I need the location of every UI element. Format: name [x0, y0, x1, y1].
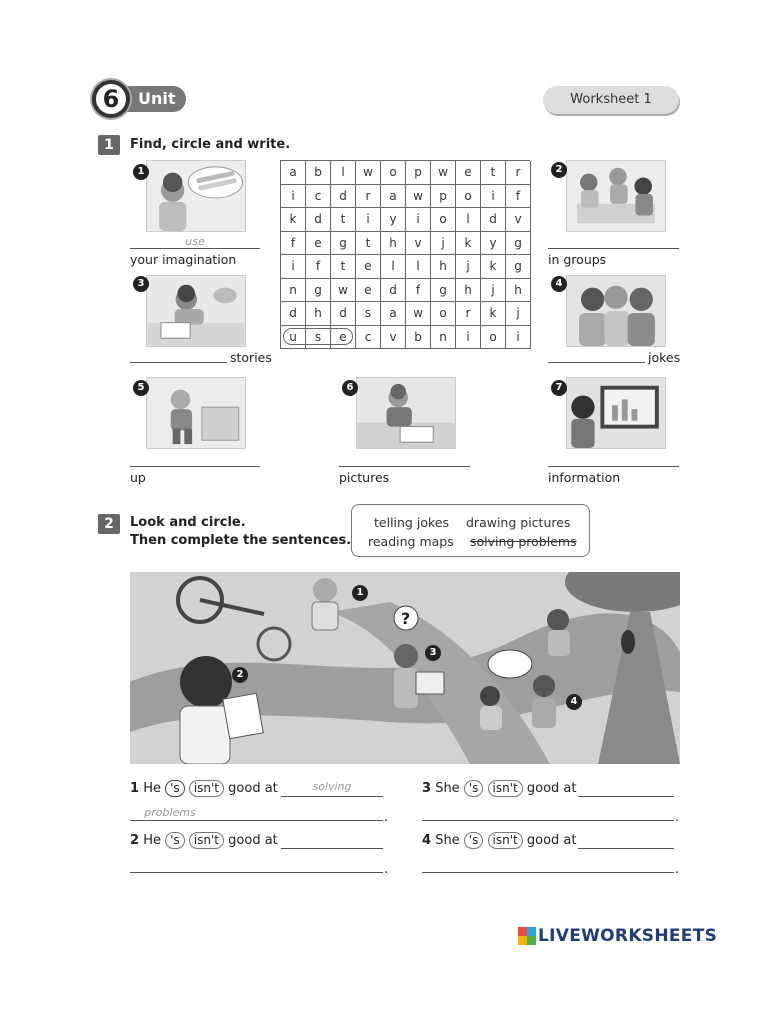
- caption: jokes: [648, 350, 681, 365]
- grid-letter[interactable]: d: [381, 279, 406, 303]
- answer-line[interactable]: [281, 796, 383, 797]
- grid-letter[interactable]: i: [356, 208, 381, 232]
- sentence-2: [130, 832, 278, 849]
- grid-letter[interactable]: h: [431, 255, 456, 279]
- grid-letter[interactable]: a: [381, 185, 406, 209]
- grid-letter[interactable]: w: [431, 161, 456, 185]
- grid-letter[interactable]: r: [356, 185, 381, 209]
- grid-letter[interactable]: l: [381, 255, 406, 279]
- answer-line[interactable]: [339, 466, 470, 467]
- sentence-number: 2: [130, 833, 140, 848]
- grid-letter[interactable]: j: [481, 279, 506, 303]
- picture-information: [566, 377, 666, 449]
- full-stop: .: [675, 810, 680, 825]
- grid-letter[interactable]: h: [506, 279, 531, 303]
- picture-number: 1: [133, 164, 149, 180]
- word-box: [351, 504, 590, 557]
- grid-letter[interactable]: a: [281, 161, 306, 185]
- grid-letter[interactable]: n: [281, 279, 306, 303]
- answer-line-2[interactable]: [422, 820, 674, 821]
- section-2-number: 2: [98, 514, 120, 534]
- answer-line[interactable]: [130, 466, 260, 467]
- grid-letter[interactable]: d: [281, 302, 306, 326]
- grid-letter[interactable]: w: [356, 161, 381, 185]
- liveworksheets-logo-icon: [518, 927, 536, 945]
- scene-label-1: 1: [352, 585, 368, 601]
- sentence-subject: He: [143, 833, 161, 848]
- answer-line[interactable]: [130, 248, 260, 249]
- option-isnt[interactable]: isn't: [488, 832, 523, 849]
- svg-text:?: ?: [401, 609, 411, 628]
- grid-letter[interactable]: v: [381, 326, 406, 350]
- sentence-tail: good at: [228, 833, 278, 848]
- answer-line[interactable]: [130, 362, 227, 363]
- sentence-number: 3: [422, 781, 432, 796]
- grid-letter[interactable]: i: [506, 326, 531, 350]
- grid-letter[interactable]: a: [381, 302, 406, 326]
- boy-drawing-illustration: [357, 378, 455, 448]
- grid-letter[interactable]: i: [406, 208, 431, 232]
- answer-line-2[interactable]: [130, 820, 383, 821]
- park-scene-drawing: [130, 572, 680, 764]
- girl-tidying-up-illustration: [147, 378, 245, 448]
- answer-line[interactable]: [281, 848, 383, 849]
- park-scene-illustration: [130, 572, 680, 764]
- scene-label-3: 3: [425, 645, 441, 661]
- word-search-grid: [280, 160, 530, 349]
- example-circle: [283, 328, 353, 345]
- grid-letter[interactable]: h: [306, 302, 331, 326]
- scene-label-2: 2: [232, 667, 248, 683]
- liveworksheets-logo: [518, 925, 728, 947]
- answer-line[interactable]: [548, 248, 679, 249]
- scene-label-4: 4: [566, 694, 582, 710]
- grid-letter[interactable]: w: [406, 185, 431, 209]
- grid-letter[interactable]: n: [431, 326, 456, 350]
- picture-jokes: [566, 275, 666, 347]
- grid-letter[interactable]: j: [456, 255, 481, 279]
- grid-letter[interactable]: e: [306, 232, 331, 256]
- grid-letter[interactable]: p: [431, 185, 456, 209]
- grid-letter[interactable]: k: [281, 208, 306, 232]
- grid-letter[interactable]: i: [481, 185, 506, 209]
- unit-badge: [92, 80, 192, 118]
- caption: in groups: [548, 252, 607, 267]
- sentence-number: 1: [130, 781, 140, 796]
- answer-line[interactable]: [578, 796, 674, 797]
- grid-letter[interactable]: f: [281, 232, 306, 256]
- grid-letter[interactable]: j: [431, 232, 456, 256]
- grid-letter[interactable]: d: [306, 208, 331, 232]
- section-1-number: 1: [98, 135, 120, 155]
- option-is[interactable]: 's: [464, 832, 484, 849]
- sentence-tail: good at: [228, 781, 278, 796]
- picture-number: 3: [133, 276, 149, 292]
- picture-stories: [146, 275, 246, 347]
- kids-working-in-groups-illustration: [567, 161, 665, 231]
- picture-number: 6: [342, 380, 358, 396]
- word-box-item-used: solving problems: [470, 534, 577, 549]
- answer-line-2[interactable]: [130, 872, 383, 873]
- option-isnt[interactable]: isn't: [189, 832, 224, 849]
- grid-letter[interactable]: d: [331, 302, 356, 326]
- option-isnt[interactable]: isn't: [488, 780, 523, 797]
- unit-number: 6: [92, 80, 130, 118]
- example-answer: solving: [312, 780, 352, 793]
- grid-letter[interactable]: k: [456, 232, 481, 256]
- sentence-tail: good at: [526, 833, 577, 848]
- grid-letter[interactable]: h: [456, 279, 481, 303]
- full-stop: .: [384, 810, 389, 825]
- grid-letter[interactable]: g: [331, 232, 356, 256]
- answer-line[interactable]: [548, 362, 645, 363]
- grid-letter[interactable]: d: [481, 208, 506, 232]
- section-2-title-line1: Look and circle.: [130, 515, 246, 530]
- grid-letter[interactable]: v: [406, 232, 431, 256]
- grid-letter[interactable]: e: [356, 255, 381, 279]
- grid-letter[interactable]: g: [506, 255, 531, 279]
- word-box-item: telling jokes: [374, 515, 449, 530]
- grid-letter[interactable]: f: [506, 185, 531, 209]
- grid-letter[interactable]: l: [456, 208, 481, 232]
- grid-letter[interactable]: s: [356, 302, 381, 326]
- sentence-subject: She: [435, 833, 460, 848]
- grid-letter[interactable]: t: [331, 255, 356, 279]
- picture-imagination: [146, 160, 246, 232]
- grid-letter[interactable]: y: [481, 232, 506, 256]
- grid-letter[interactable]: i: [281, 255, 306, 279]
- grid-letter[interactable]: i: [456, 326, 481, 350]
- sentence-4: [422, 832, 576, 849]
- brand-name: LIVEWORKSHEETS: [538, 926, 718, 946]
- sentence-1: [130, 780, 278, 797]
- grid-letter[interactable]: o: [431, 302, 456, 326]
- grid-letter[interactable]: b: [406, 326, 431, 350]
- grid-letter[interactable]: e: [456, 161, 481, 185]
- example-answer-continued: problems: [144, 806, 196, 819]
- grid-letter[interactable]: t: [356, 232, 381, 256]
- girl-imagining-illustration: [147, 161, 245, 231]
- grid-letter[interactable]: g: [506, 232, 531, 256]
- boy-at-computer-illustration: [567, 378, 665, 448]
- picture-number: 7: [551, 380, 567, 396]
- sentence-3: [422, 780, 576, 797]
- caption: up: [130, 470, 146, 485]
- grid-letter[interactable]: t: [331, 208, 356, 232]
- picture-number: 2: [551, 162, 567, 178]
- grid-letter[interactable]: r: [506, 161, 531, 185]
- grid-letter[interactable]: o: [431, 208, 456, 232]
- grid-letter[interactable]: l: [331, 161, 356, 185]
- grid-letter[interactable]: c: [306, 185, 331, 209]
- sentence-tail: good at: [526, 781, 577, 796]
- grid-letter[interactable]: f: [306, 255, 331, 279]
- grid-letter[interactable]: d: [331, 185, 356, 209]
- grid-letter[interactable]: i: [281, 185, 306, 209]
- full-stop: .: [675, 862, 680, 877]
- section-1-title: Find, circle and write.: [130, 137, 291, 152]
- grid-letter[interactable]: h: [381, 232, 406, 256]
- grid-letter[interactable]: e: [331, 326, 356, 350]
- grid-letter[interactable]: f: [406, 279, 431, 303]
- grid-letter[interactable]: k: [481, 302, 506, 326]
- girls-laughing-illustration: [567, 276, 665, 346]
- grid-letter[interactable]: y: [381, 208, 406, 232]
- boy-writing-illustration: [147, 276, 245, 346]
- picture-number: 4: [551, 276, 567, 292]
- caption: your imagination: [130, 252, 237, 267]
- example-answer: use: [185, 235, 205, 248]
- option-is[interactable]: 's: [165, 832, 185, 849]
- worksheet-label: Worksheet 1: [543, 86, 679, 114]
- answer-line[interactable]: [548, 466, 679, 467]
- caption: stories: [230, 350, 272, 365]
- grid-letter[interactable]: l: [406, 255, 431, 279]
- unit-label: Unit: [114, 86, 186, 112]
- grid-letter[interactable]: b: [306, 161, 331, 185]
- word-box-item: drawing pictures: [466, 515, 571, 530]
- grid-letter[interactable]: k: [481, 255, 506, 279]
- picture-groups: [566, 160, 666, 232]
- grid-letter[interactable]: w: [331, 279, 356, 303]
- option-is[interactable]: 's: [464, 780, 484, 797]
- grid-letter[interactable]: p: [406, 161, 431, 185]
- caption: information: [548, 470, 621, 485]
- option-is-circled[interactable]: 's: [165, 780, 185, 797]
- section-2-title-line2: Then complete the sentences.: [130, 533, 352, 548]
- grid-letter[interactable]: r: [456, 302, 481, 326]
- word-box-item: reading maps: [368, 534, 454, 549]
- picture-number: 5: [133, 380, 149, 396]
- grid-letter[interactable]: w: [406, 302, 431, 326]
- grid-letter[interactable]: o: [481, 326, 506, 350]
- grid-letter[interactable]: v: [506, 208, 531, 232]
- grid-letter[interactable]: e: [356, 279, 381, 303]
- grid-letter[interactable]: g: [306, 279, 331, 303]
- grid-letter[interactable]: o: [456, 185, 481, 209]
- grid-letter[interactable]: t: [481, 161, 506, 185]
- picture-pictures: [356, 377, 456, 449]
- picture-up: [146, 377, 246, 449]
- answer-line[interactable]: [578, 848, 674, 849]
- grid-letter[interactable]: o: [381, 161, 406, 185]
- sentence-number: 4: [422, 833, 432, 848]
- sentence-subject: She: [435, 781, 460, 796]
- grid-letter[interactable]: u: [281, 326, 306, 350]
- grid-letter[interactable]: s: [306, 326, 331, 350]
- grid-letter[interactable]: g: [431, 279, 456, 303]
- grid-letter[interactable]: j: [506, 302, 531, 326]
- grid-letter[interactable]: c: [356, 326, 381, 350]
- full-stop: .: [384, 862, 389, 877]
- sentence-subject: He: [143, 781, 161, 796]
- option-isnt[interactable]: isn't: [189, 780, 224, 797]
- answer-line-2[interactable]: [422, 872, 674, 873]
- caption: pictures: [339, 470, 390, 485]
